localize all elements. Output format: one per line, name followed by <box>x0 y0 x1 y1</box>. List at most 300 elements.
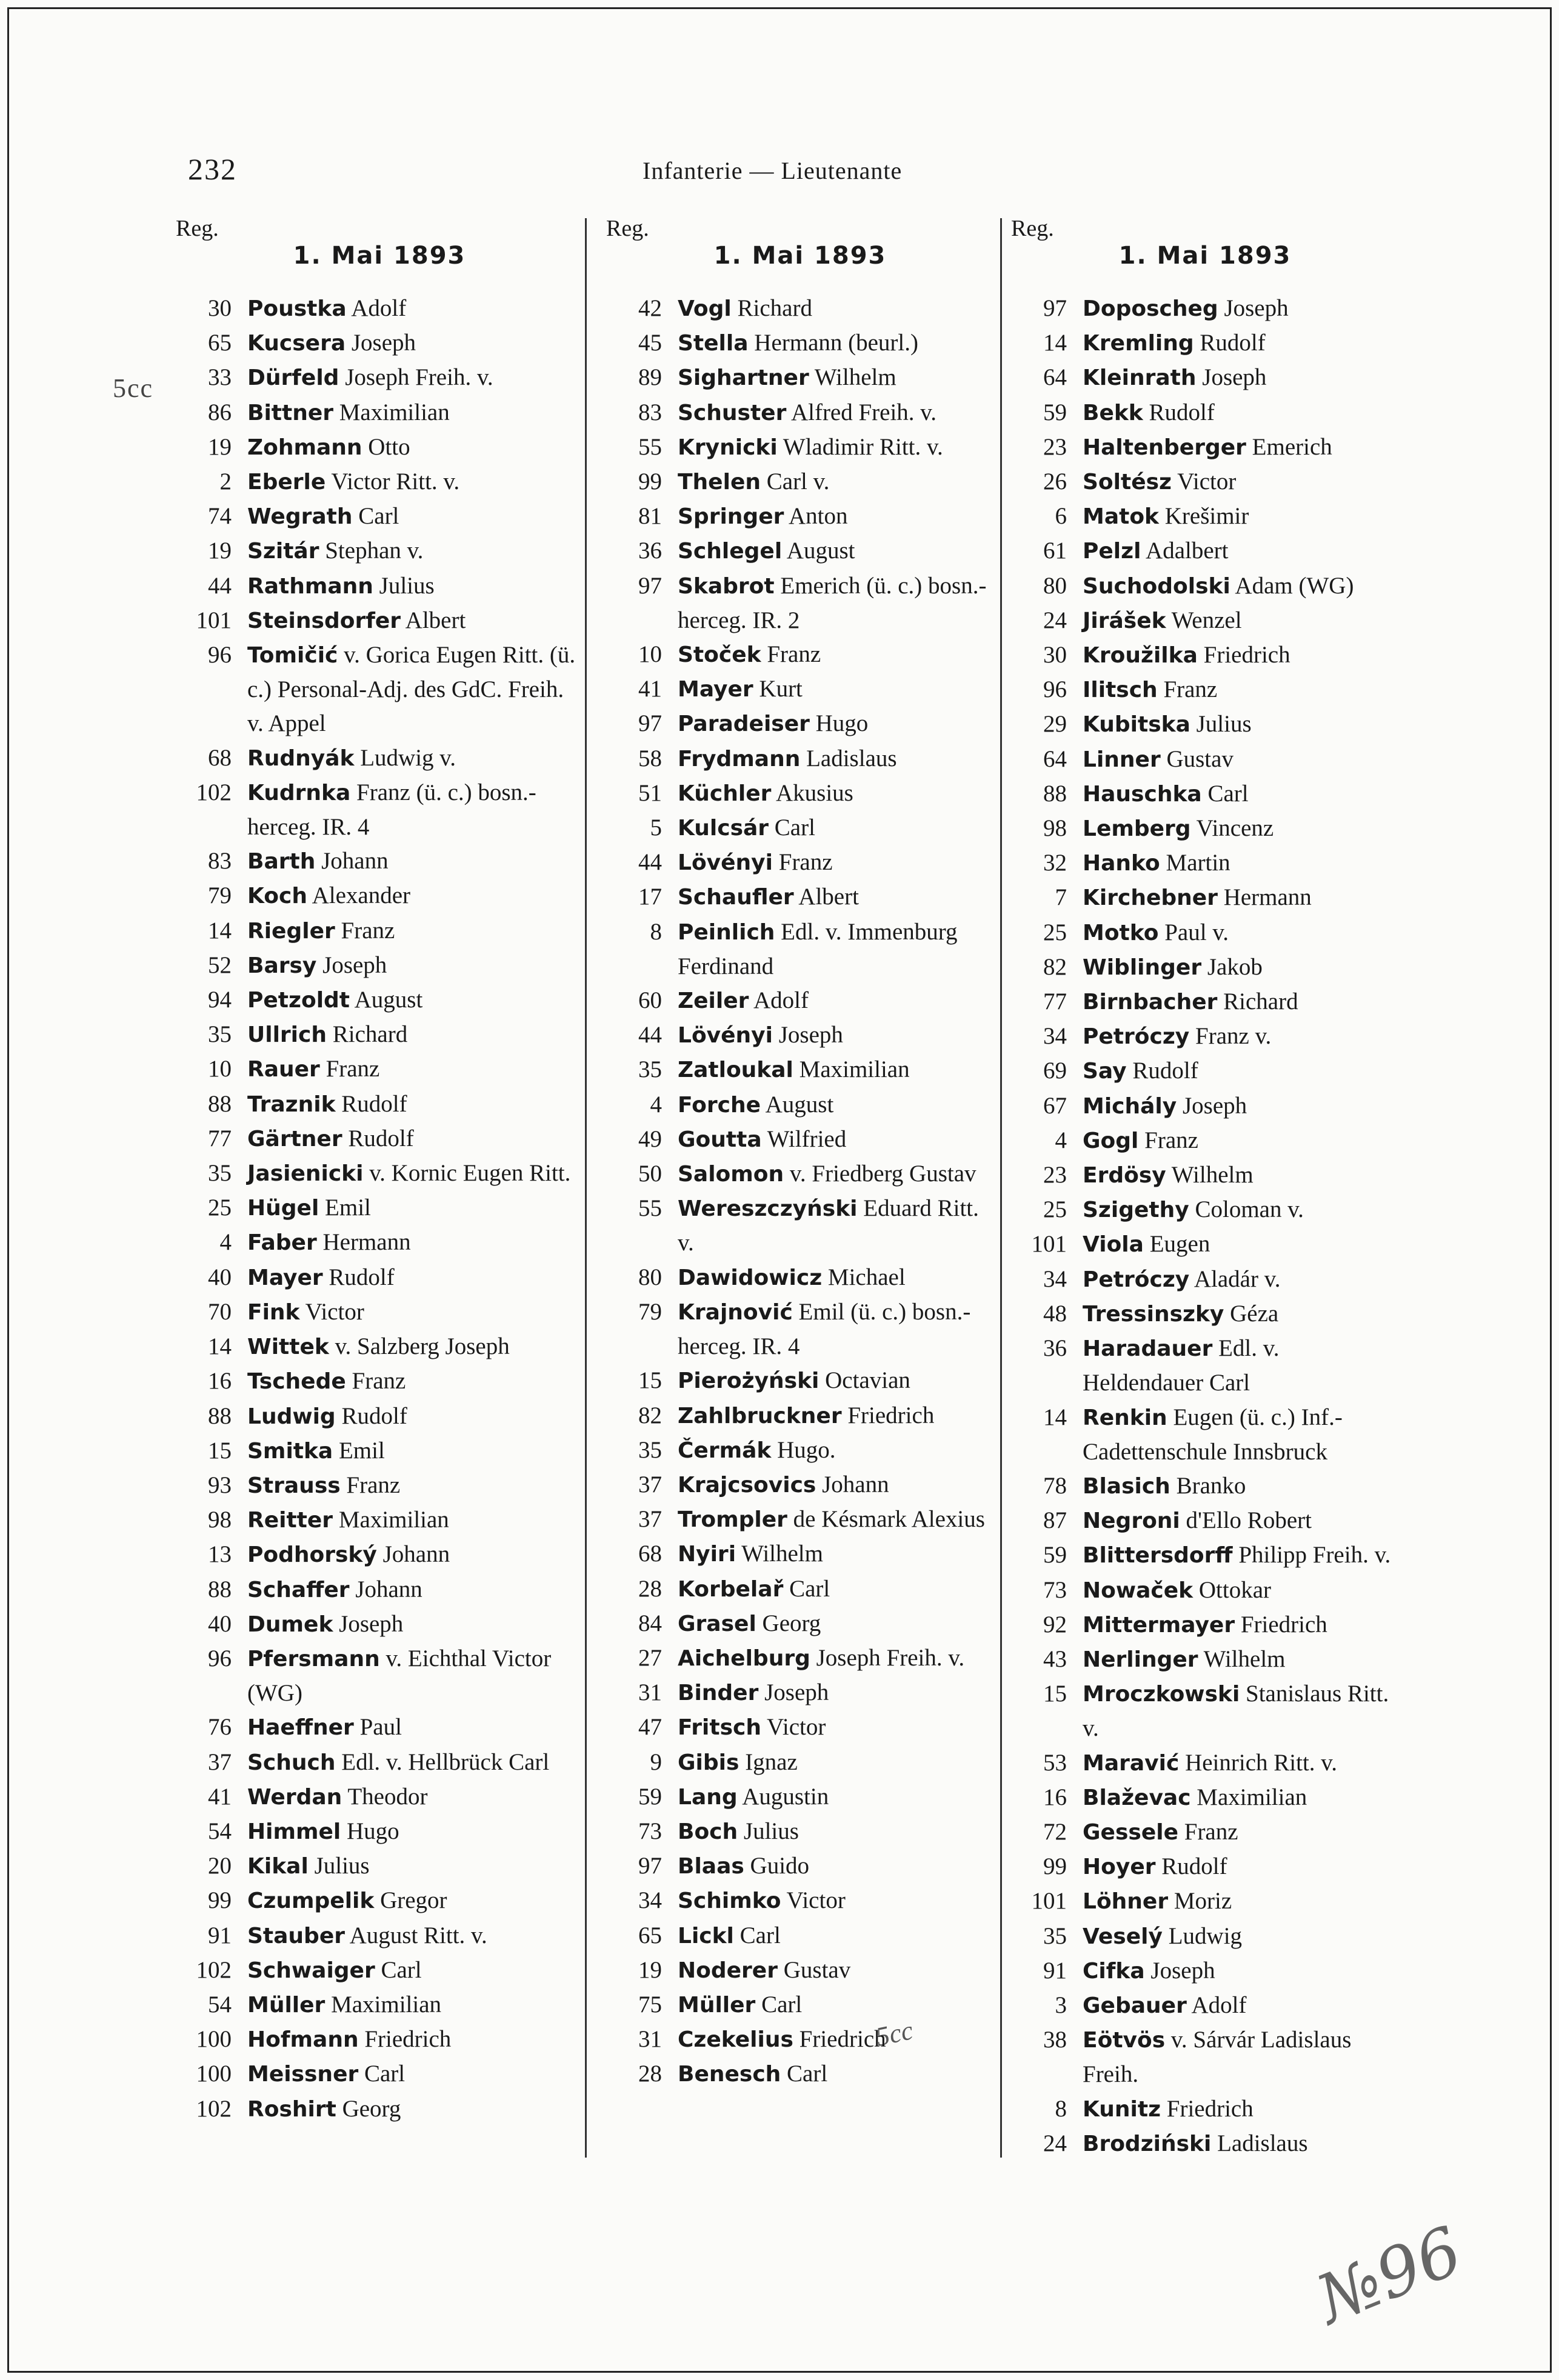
regiment-number: 6 <box>1055 503 1067 530</box>
regiment-number: 15 <box>208 1437 232 1464</box>
regiment-number: 41 <box>208 1783 232 1810</box>
list-item <box>606 430 994 465</box>
surname: Lickl <box>678 1923 734 1948</box>
surname: Lövényi <box>678 850 773 876</box>
regiment-number: 26 <box>1043 468 1067 495</box>
given-name: Hermann <box>322 1229 411 1256</box>
surname: Gärtner <box>247 1126 342 1152</box>
given-name: Wilfried <box>767 1125 847 1152</box>
regiment-number: 96 <box>208 642 232 668</box>
list-item <box>176 1261 583 1295</box>
list-item <box>176 1919 583 1953</box>
surname: Czumpelik <box>247 1888 375 1914</box>
given-name: Alexander <box>312 882 410 909</box>
given-name: Vincenz <box>1196 815 1274 842</box>
regiment-number: 43 <box>1043 1645 1067 1672</box>
list-item <box>1011 499 1399 534</box>
list-item <box>606 1399 994 1433</box>
regiment-number: 97 <box>1043 295 1067 321</box>
given-name: de Késmark Alexius <box>793 1506 985 1533</box>
regiment-number: 99 <box>638 468 662 495</box>
surname: Fink <box>247 1299 300 1325</box>
surname: Jirášek <box>1083 608 1166 633</box>
list-item <box>176 569 583 604</box>
given-name: Julius <box>379 572 435 599</box>
given-name: Carl <box>381 1956 422 1983</box>
surname: Haeffner <box>247 1715 354 1741</box>
given-name: d'Ello Robert <box>1186 1507 1312 1534</box>
given-name: Julius <box>1196 711 1252 738</box>
list-item <box>1011 1642 1399 1677</box>
surname: Wiblinger <box>1083 955 1202 980</box>
given-name: Wilhelm <box>814 364 896 391</box>
given-name: Franz <box>1184 1818 1238 1845</box>
entry-list <box>176 292 583 2127</box>
given-name: v. Sárvár Ladislaus Freih. <box>1083 2027 1352 2088</box>
regiment-number: 24 <box>1043 607 1067 633</box>
surname: Traznik <box>247 1092 336 1117</box>
list-item <box>1011 916 1399 950</box>
given-name: Adam (WG) <box>1235 572 1354 599</box>
list-item <box>606 742 994 776</box>
surname: Zohmann <box>247 435 362 460</box>
inventory-stamp: №96 <box>1306 2211 1473 2339</box>
list-item <box>176 1884 583 1918</box>
entry-list <box>1011 292 1399 2161</box>
list-item <box>1011 396 1399 430</box>
given-name: Adalbert <box>1146 538 1229 564</box>
given-name: Adolf <box>1191 1992 1247 2018</box>
surname: Vogl <box>678 296 732 321</box>
given-name: Franz v. <box>1195 1023 1272 1050</box>
regiment-number: 91 <box>208 1922 232 1948</box>
regiment-number: 37 <box>638 1471 662 1498</box>
surname: Petróczy <box>1083 1024 1190 1050</box>
regiment-number: 45 <box>638 330 662 356</box>
given-name: Victor <box>767 1714 826 1741</box>
surname: Himmel <box>247 1819 341 1844</box>
regiment-number: 14 <box>1043 330 1067 356</box>
surname: Springer <box>678 504 784 530</box>
given-name: Michael <box>827 1264 906 1290</box>
given-name: Franz <box>346 1472 401 1498</box>
regiment-number: 72 <box>1043 1818 1067 1845</box>
reg-label: Reg. <box>606 216 649 241</box>
surname: Soltész <box>1083 470 1172 495</box>
list-item <box>176 1156 583 1191</box>
given-name: Adolf <box>351 295 407 321</box>
list-item <box>606 1468 994 1502</box>
list-item <box>606 465 994 499</box>
regiment-number: 19 <box>208 538 232 564</box>
given-name: Adolf <box>753 987 809 1014</box>
list-item <box>1011 1089 1399 1124</box>
regiment-number: 53 <box>1043 1749 1067 1776</box>
regiment-number: 10 <box>638 641 662 668</box>
list-item <box>1011 430 1399 465</box>
regiment-number: 9 <box>650 1748 662 1775</box>
surname: Fritsch <box>678 1715 761 1741</box>
given-name: Edl. v. Immenburg Ferdinand <box>678 918 958 979</box>
surname: Zeiler <box>678 988 749 1014</box>
given-name: Joseph <box>339 1610 404 1637</box>
given-name: Carl <box>1207 780 1249 807</box>
given-name: Wilhelm <box>1171 1162 1254 1188</box>
given-name: Joseph <box>764 1679 829 1706</box>
surname: Forche <box>678 1092 761 1118</box>
list-item <box>1011 1677 1399 1745</box>
given-name: Emerich (ü. c.) bosn.-herceg. IR. 2 <box>678 572 987 633</box>
surname: Matok <box>1083 504 1159 530</box>
list-item <box>1011 1919 1399 1954</box>
list-item <box>176 1607 583 1642</box>
surname: Peinlich <box>678 919 775 945</box>
surname: Kulcsár <box>678 816 769 841</box>
surname: Bittner <box>247 400 333 425</box>
given-name: Albert <box>405 607 466 633</box>
surname: Goutta <box>678 1127 762 1152</box>
list-item <box>1011 1608 1399 1642</box>
list-item <box>606 638 994 672</box>
regiment-number: 54 <box>208 1818 232 1844</box>
regiment-number: 32 <box>1043 850 1067 876</box>
surname: Blaas <box>678 1854 744 1879</box>
surname: Zatloukal <box>678 1058 793 1083</box>
given-name: Rudolf <box>341 1402 407 1429</box>
list-item <box>176 1122 583 1156</box>
given-name: Franz <box>767 641 821 668</box>
given-name: Richard <box>1223 988 1298 1015</box>
given-name: Joseph <box>1182 1092 1247 1119</box>
list-item <box>176 396 583 430</box>
entry-list <box>606 292 994 2092</box>
regiment-number: 36 <box>1043 1335 1067 1362</box>
list-item <box>1011 1227 1399 1262</box>
surname: Petróczy <box>1083 1267 1190 1292</box>
given-name: Ludwig v. <box>360 744 456 771</box>
regiment-number: 61 <box>1043 538 1067 564</box>
given-name: Stanislaus Ritt. v. <box>1083 1681 1389 1742</box>
regiment-number: 16 <box>1043 1784 1067 1810</box>
list-item <box>606 1364 994 1398</box>
regiment-number: 37 <box>638 1506 662 1533</box>
surname: Kikal <box>247 1854 309 1879</box>
given-name: Johann <box>355 1576 422 1602</box>
given-name: Gustav <box>1166 745 1234 772</box>
surname: Stella <box>678 331 749 356</box>
given-name: Rudolf <box>1132 1058 1198 1084</box>
regiment-number: 83 <box>208 848 232 875</box>
regiment-number: 34 <box>1043 1023 1067 1050</box>
regiment-number: 70 <box>208 1298 232 1325</box>
list-item <box>606 1192 994 1260</box>
column-divider <box>585 218 587 2158</box>
given-name: Friedrich <box>1166 2095 1254 2122</box>
regiment-number: 94 <box>208 987 232 1013</box>
given-name: Joseph <box>1202 364 1267 391</box>
list-item <box>1011 465 1399 499</box>
regiment-number: 19 <box>638 1956 662 1983</box>
regiment-number: 42 <box>638 295 662 321</box>
surname: Barsy <box>247 953 317 978</box>
surname: Boch <box>678 1819 738 1844</box>
surname: Ullrich <box>247 1022 327 1048</box>
list-item <box>606 1018 994 1053</box>
given-name: Ludwig <box>1168 1922 1243 1949</box>
list-item <box>606 1607 994 1641</box>
surname: Mittermayer <box>1083 1612 1235 1638</box>
surname: Kremling <box>1083 331 1194 356</box>
surname: Poustka <box>247 296 347 321</box>
regiment-number: 34 <box>1043 1265 1067 1292</box>
regiment-number: 44 <box>638 1022 662 1048</box>
surname: Gebauer <box>1083 1993 1187 2018</box>
given-name: Friedrich <box>1240 1611 1327 1638</box>
regiment-number: 74 <box>208 503 232 530</box>
regiment-number: 68 <box>208 744 232 771</box>
regiment-number: 31 <box>638 2026 662 2053</box>
given-name: Gregor <box>380 1887 447 1914</box>
regiment-number: 23 <box>1043 1162 1067 1188</box>
given-name: v. Eichthal Victor (WG) <box>247 1645 552 1707</box>
list-item <box>176 2057 583 2092</box>
surname: Podhorský <box>247 1542 377 1568</box>
given-name: Hugo <box>347 1818 399 1844</box>
list-item <box>176 1087 583 1122</box>
given-name: Aladár v. <box>1193 1265 1281 1292</box>
surname: Dürfeld <box>247 365 339 391</box>
list-item <box>176 983 583 1018</box>
surname: Suchodolski <box>1083 573 1230 599</box>
surname: Birnbacher <box>1083 990 1218 1015</box>
surname: Krajnović <box>678 1299 793 1325</box>
regiment-number: 69 <box>1043 1058 1067 1084</box>
margin-note: 5cc <box>113 373 154 403</box>
regiment-number: 54 <box>208 1991 232 2018</box>
regiment-number: 52 <box>208 952 232 978</box>
list-item <box>176 2092 583 2127</box>
surname: Schaufler <box>678 885 794 910</box>
list-item <box>606 1919 994 1953</box>
given-name: Friedrich <box>799 2026 886 2053</box>
surname: Schuch <box>247 1750 336 1775</box>
surname: Salomon <box>678 1162 784 1187</box>
given-name: Akusius <box>775 779 853 806</box>
surname: Wegrath <box>247 504 353 530</box>
surname: Lövényi <box>678 1023 773 1048</box>
surname: Reitter <box>247 1508 333 1533</box>
surname: Petzoldt <box>247 988 350 1013</box>
given-name: Heinrich Ritt. v. <box>1185 1749 1337 1776</box>
surname: Wittek <box>247 1335 329 1360</box>
surname: Grasel <box>678 1611 756 1636</box>
surname: Viola <box>1083 1232 1144 1258</box>
given-name: Joseph <box>778 1022 843 1048</box>
list-item <box>606 811 994 845</box>
regiment-number: 24 <box>1043 2130 1067 2156</box>
surname: Michály <box>1083 1093 1177 1119</box>
surname: Tschede <box>247 1369 346 1395</box>
list-item <box>1011 985 1399 1019</box>
list-item <box>176 326 583 361</box>
list-item <box>176 1849 583 1884</box>
surname: Hauschka <box>1083 781 1202 807</box>
surname: Kudrnka <box>247 780 351 805</box>
given-name: Franz <box>325 1056 380 1082</box>
regiment-number: 19 <box>208 433 232 460</box>
regiment-number: 65 <box>208 330 232 356</box>
surname: Say <box>1083 1059 1127 1084</box>
regiment-number: 2 <box>219 468 232 495</box>
given-name: Edl. v. Heldendauer Carl <box>1083 1335 1280 1396</box>
given-name: Joseph <box>1150 1957 1215 1984</box>
list-item <box>606 1641 994 1676</box>
list-item <box>176 1988 583 2022</box>
given-name: Guido <box>750 1853 810 1879</box>
surname: Thelen <box>678 470 761 495</box>
regiment-number: 37 <box>208 1748 232 1775</box>
regiment-number: 16 <box>208 1368 232 1395</box>
surname: Motko <box>1083 920 1159 945</box>
regiment-number: 59 <box>638 1783 662 1810</box>
given-name: Rudolf <box>1200 330 1266 356</box>
given-name: August Ritt. v. <box>349 1922 487 1948</box>
given-name: Octavian <box>825 1367 910 1394</box>
regiment-number: 50 <box>638 1161 662 1187</box>
list-item <box>606 1953 994 1988</box>
surname: Rudnyák <box>247 745 355 771</box>
regiment-number: 35 <box>208 1021 232 1048</box>
given-name: Krešimir <box>1164 503 1249 530</box>
list-item <box>606 499 994 534</box>
given-name: August <box>786 538 855 564</box>
surname: Benesch <box>678 2062 781 2087</box>
regiment-number: 101 <box>1031 1888 1067 1915</box>
column-divider <box>1000 218 1002 2158</box>
regiment-number: 79 <box>638 1298 662 1325</box>
surname: Linner <box>1083 747 1161 772</box>
regiment-number: 28 <box>638 1575 662 1602</box>
regiment-number: 35 <box>638 1436 662 1463</box>
list-item <box>606 1710 994 1745</box>
surname: Binder <box>678 1681 759 1706</box>
given-name: v. Salzberg Joseph <box>335 1333 510 1360</box>
given-name: Julius <box>743 1818 799 1844</box>
regiment-number: 35 <box>208 1160 232 1187</box>
regiment-number: 80 <box>1043 572 1067 599</box>
regiment-number: 82 <box>638 1402 662 1428</box>
given-name: Emil <box>338 1437 385 1464</box>
surname: Skabrot <box>678 573 775 599</box>
surname: Krajcsovics <box>678 1472 816 1498</box>
given-name: Emil (ü. c.) bosn.-herceg. IR. 4 <box>678 1298 971 1360</box>
list-item <box>606 2057 994 2092</box>
given-name: Rudolf <box>341 1090 407 1117</box>
list-item <box>606 1815 994 1849</box>
regiment-number: 33 <box>208 364 232 391</box>
surname: Pelzl <box>1083 539 1141 564</box>
surname: Müller <box>247 1992 325 2018</box>
reg-label: Reg. <box>176 216 219 241</box>
list-item <box>176 1052 583 1087</box>
regiment-number: 55 <box>638 433 662 460</box>
surname: Kunitz <box>1083 2096 1161 2122</box>
regiment-number: 100 <box>196 2026 232 2053</box>
surname: Rathmann <box>247 573 373 599</box>
given-name: Victor <box>305 1298 364 1325</box>
surname: Hoyer <box>1083 1855 1156 1880</box>
surname: Korbelař <box>678 1576 784 1602</box>
surname: Faber <box>247 1230 317 1256</box>
regiment-number: 91 <box>1043 1957 1067 1984</box>
regiment-number: 59 <box>1043 399 1067 425</box>
surname: Zahlbruckner <box>678 1403 842 1428</box>
list-item <box>606 707 994 741</box>
given-name: Hermann <box>1223 884 1312 911</box>
surname: Mroczkowski <box>1083 1682 1240 1707</box>
list-item <box>176 465 583 499</box>
list-item <box>606 1537 994 1572</box>
list-item <box>606 672 994 707</box>
list-item <box>176 1018 583 1052</box>
surname: Cifka <box>1083 1958 1145 1984</box>
given-name: Martin <box>1166 850 1230 876</box>
surname: Mayer <box>247 1265 323 1290</box>
given-name: Eugen <box>1149 1231 1210 1258</box>
regiment-number: 98 <box>208 1507 232 1533</box>
regiment-number: 100 <box>196 2061 232 2087</box>
given-name: Rudolf <box>329 1264 395 1290</box>
surname: Rauer <box>247 1057 320 1082</box>
surname: Küchler <box>678 781 772 806</box>
regiment-number: 40 <box>208 1264 232 1290</box>
given-name: Paul v. <box>1164 919 1229 945</box>
given-name: Franz (ü. c.) bosn.-herceg. IR. 4 <box>247 779 536 841</box>
given-name: Maximilian <box>799 1056 910 1083</box>
list-item <box>606 1053 994 1087</box>
list-item <box>606 845 994 880</box>
surname: Erdösy <box>1083 1163 1166 1188</box>
list-item <box>176 1468 583 1503</box>
list-item <box>1011 534 1399 568</box>
regiment-number: 25 <box>1043 1196 1067 1223</box>
given-name: Carl <box>761 1991 803 2018</box>
given-name: Emerich <box>1252 433 1332 460</box>
regiment-number: 29 <box>1043 711 1067 738</box>
given-name: Ignaz <box>745 1748 798 1775</box>
surname: Brodziński <box>1083 2131 1212 2156</box>
given-name: Paul <box>359 1714 402 1741</box>
given-name: Maximilian <box>1197 1784 1307 1810</box>
given-name: Eugen (ü. c.) Inf.-Cadettenschule Innsbruck <box>1083 1404 1343 1465</box>
regiment-number: 41 <box>638 676 662 702</box>
list-item <box>606 1884 994 1918</box>
regiment-number: 3 <box>1055 1992 1067 2018</box>
regiment-number: 80 <box>638 1264 662 1290</box>
surname: Szigethy <box>1083 1198 1189 1223</box>
regiment-number: 96 <box>1043 676 1067 703</box>
given-name: Edl. v. Hellbrück Carl <box>341 1748 550 1775</box>
list-item <box>606 1433 994 1468</box>
given-name: Joseph Freih. v. <box>816 1644 965 1671</box>
regiment-number: 20 <box>208 1853 232 1879</box>
given-name: Friedrich <box>1203 642 1290 668</box>
surname: Eberle <box>247 470 326 495</box>
given-name: August <box>354 987 423 1013</box>
given-name: v. Gorica Eugen Ritt. (ü. c.) Personal-Adj. des GdC. Freih. v. Appel <box>247 642 576 737</box>
surname: Sighartner <box>678 365 809 391</box>
regiment-number: 77 <box>1043 988 1067 1015</box>
